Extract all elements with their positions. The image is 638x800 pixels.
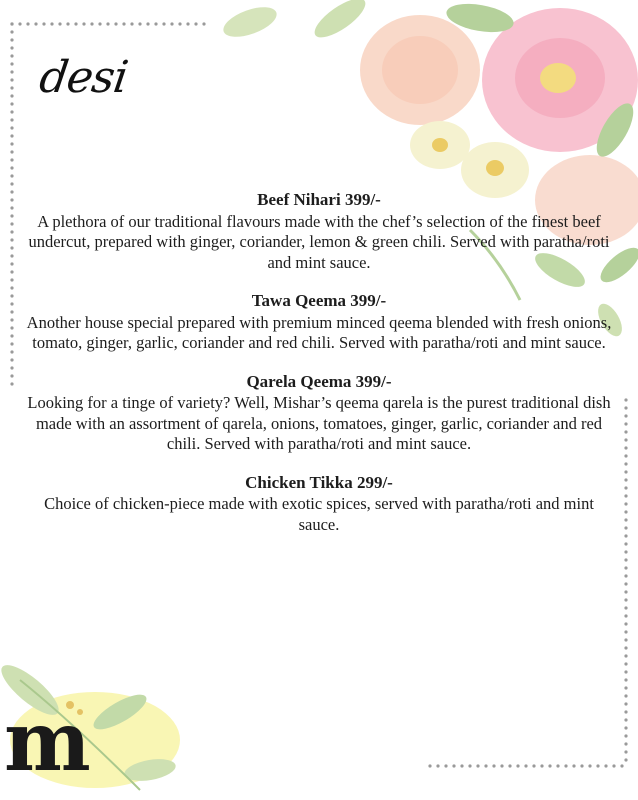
item-description: Another house special prepared with premium minced qeema blended with fresh onions, tomato, ginger, garlic, coriander and red chili. Served with paratha/roti and mint sauce. xyxy=(26,312,612,352)
item-description: Choice of chicken-piece made with exotic spices, served with paratha/roti and mint sauce. xyxy=(44,494,594,534)
menu-item xyxy=(20,291,618,354)
item-name: Chicken Tikka 299/- xyxy=(245,472,393,492)
menu-list xyxy=(20,190,618,553)
section-title: desi xyxy=(36,52,131,103)
menu-item xyxy=(20,190,618,273)
brand-logo: m xyxy=(4,694,91,790)
menu-item xyxy=(20,473,618,536)
item-name: Tawa Qeema 399/- xyxy=(251,291,387,310)
item-name: Qarela Qeema 399/- xyxy=(246,371,392,391)
item-description: Looking for a tinge of variety? Well, Mishar’s qeema qarela is the purest traditional dish made with an assortment of qarela, onions, tomatoes, ginger, garlic, coriander and red chili. Served with paratha/roti and mint sauce. xyxy=(27,393,611,453)
item-name: Beef Nihari 399/- xyxy=(257,190,381,209)
item-description: A plethora of our traditional flavours made with the chef’s selection of the finest beef undercut, prepared with ginger, coriander, lemon & green chili. Served with paratha/roti and mint sauce. xyxy=(28,211,610,272)
menu-item xyxy=(20,372,618,455)
